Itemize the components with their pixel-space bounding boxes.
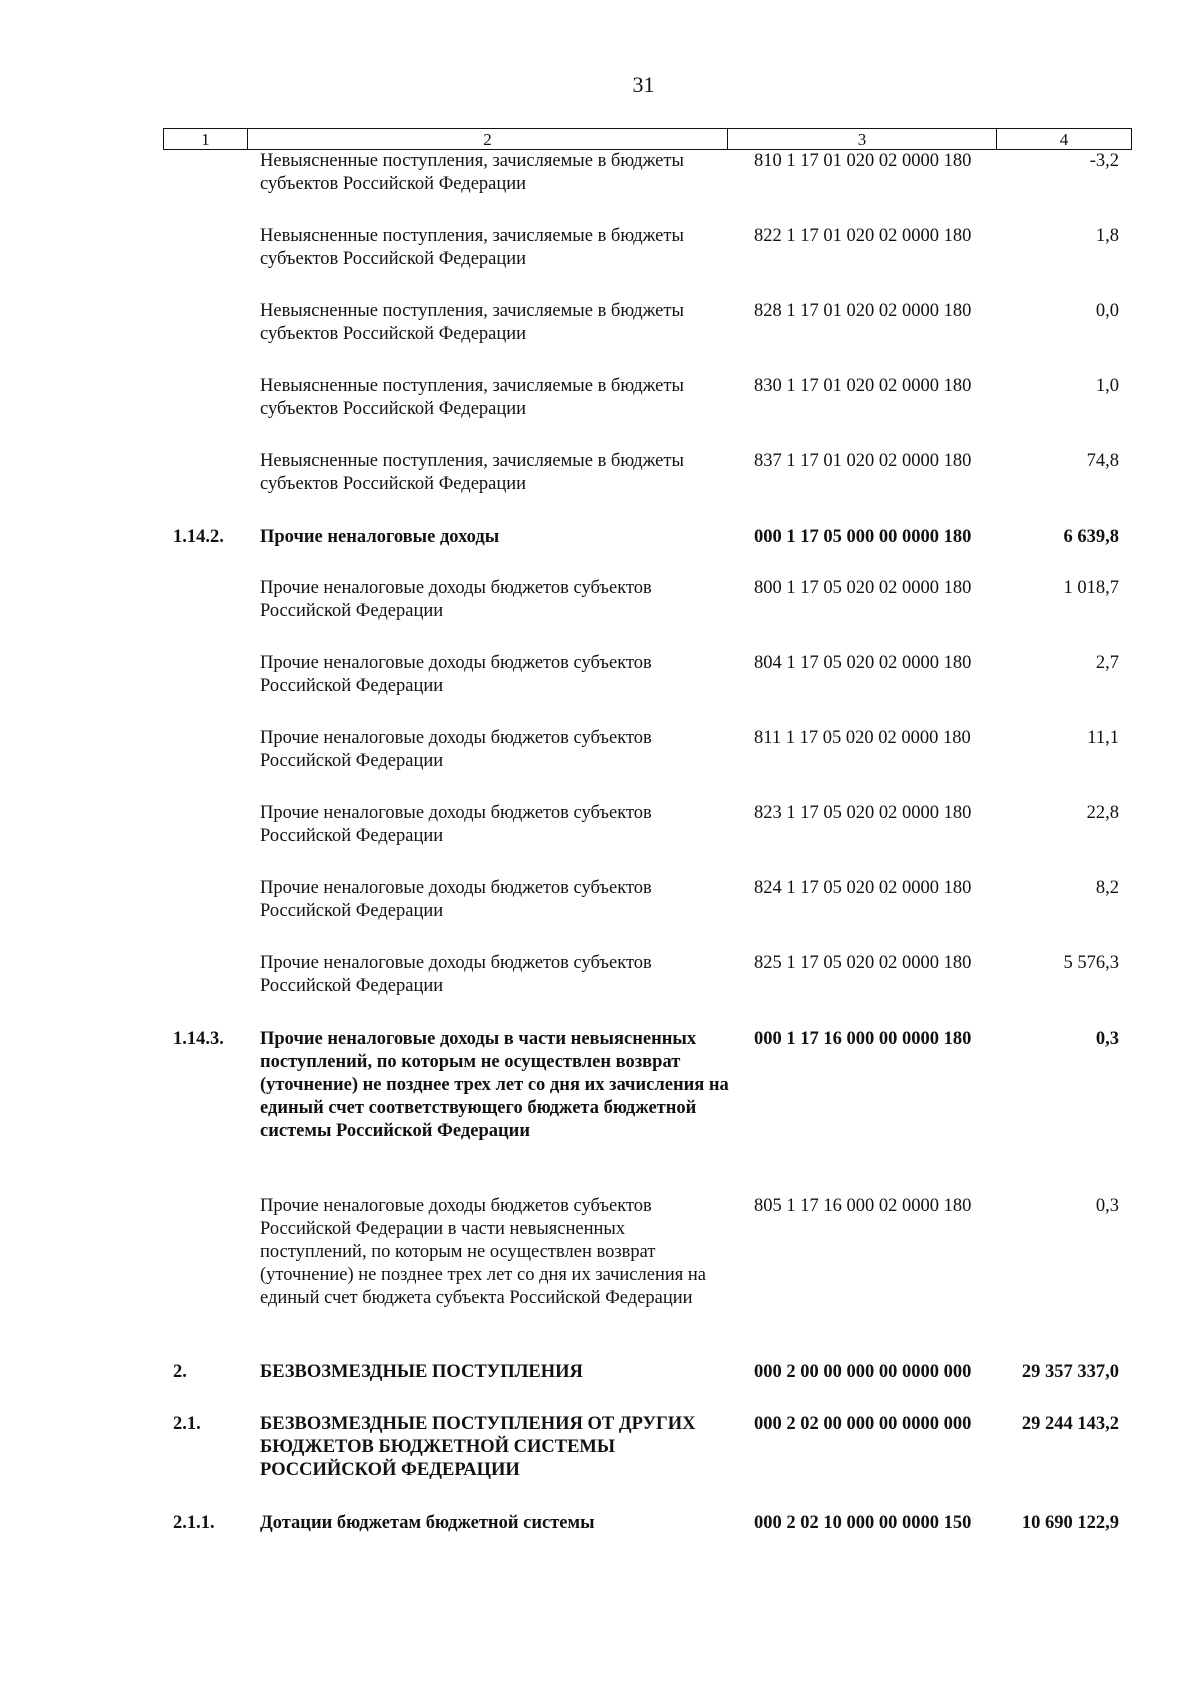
row-name: Прочие неналоговые доходы [260, 527, 500, 547]
row-code: 830 1 17 01 020 02 0000 180 [754, 376, 972, 396]
row-code: 828 1 17 01 020 02 0000 180 [754, 301, 972, 321]
row-value: 5 576,3 [1063, 953, 1119, 973]
row-value: 0,0 [1095, 301, 1119, 321]
column-number-3: 3 [728, 129, 997, 150]
row-code: 805 1 17 16 000 02 0000 180 [754, 1196, 972, 1216]
row-value: 1,0 [1095, 376, 1119, 396]
row-name: Прочие неналоговые доходы бюджетов субъектов Российской Федерации [260, 653, 652, 696]
row-value: 6 639,8 [1063, 527, 1119, 547]
row-number: 1.14.3. [173, 1029, 224, 1049]
row-value: 29 244 143,2 [1021, 1414, 1119, 1434]
row-value: 0,3 [1095, 1029, 1119, 1049]
row-name: Дотации бюджетам бюджетной системы [260, 1513, 595, 1533]
row-number: 2.1. [173, 1414, 201, 1434]
row-code: 804 1 17 05 020 02 0000 180 [754, 653, 972, 673]
row-code: 825 1 17 05 020 02 0000 180 [754, 953, 972, 973]
row-value: 8,2 [1095, 878, 1119, 898]
row-name: Прочие неналоговые доходы бюджетов субъектов Российской Федерации [260, 728, 652, 771]
row-code: 000 2 00 00 000 00 0000 000 [754, 1362, 972, 1382]
row-code: 823 1 17 05 020 02 0000 180 [754, 803, 972, 823]
row-value: 0,3 [1095, 1196, 1119, 1216]
row-code: 811 1 17 05 020 02 0000 180 [754, 728, 971, 748]
row-value: 74,8 [1086, 451, 1119, 471]
row-name: Прочие неналоговые доходы бюджетов субъектов Российской Федерации [260, 578, 652, 621]
row-name: Невыясненные поступления, зачисляемые в бюджеты субъектов Российской Федерации [260, 226, 684, 269]
page-number: 31 [632, 72, 655, 97]
row-name: Прочие неналоговые доходы бюджетов субъектов Российской Федерации [260, 878, 652, 921]
row-value: 1 018,7 [1063, 578, 1119, 598]
row-name: Прочие неналоговые доходы в части невыясненных поступлений, по которым не осуществлен возврат (уточнение) не позднее трех лет со дня их зачисления на единый счет соответствующего бюджета бюджетной системы Российской Федерации [260, 1029, 729, 1141]
row-value: 22,8 [1086, 803, 1119, 823]
row-name: Прочие неналоговые доходы бюджетов субъектов Российской Федерации [260, 803, 652, 846]
row-value: 2,7 [1095, 653, 1119, 673]
row-code: 000 2 02 10 000 00 0000 150 [754, 1513, 972, 1533]
column-number-2: 2 [248, 129, 728, 150]
row-name: Невыясненные поступления, зачисляемые в бюджеты субъектов Российской Федерации [260, 376, 684, 419]
row-name: Прочие неналоговые доходы бюджетов субъектов Российской Федерации [260, 953, 652, 996]
row-value: 11,1 [1087, 728, 1119, 748]
row-value: -3,2 [1089, 151, 1119, 171]
row-name: Невыясненные поступления, зачисляемые в бюджеты субъектов Российской Федерации [260, 451, 684, 494]
row-code: 822 1 17 01 020 02 0000 180 [754, 226, 972, 246]
row-name: Невыясненные поступления, зачисляемые в бюджеты субъектов Российской Федерации [260, 151, 684, 194]
row-code: 000 1 17 05 000 00 0000 180 [754, 527, 972, 547]
row-code: 837 1 17 01 020 02 0000 180 [754, 451, 972, 471]
table-header [163, 128, 1132, 150]
row-number: 1.14.2. [173, 527, 224, 547]
row-name: Прочие неналоговые доходы бюджетов субъектов Российской Федерации в части невыясненных поступлений, по которым не осуществлен возврат (уточнение) не позднее трех лет со дня их зачисления на единый счет бюджета субъекта Российской Федерации [260, 1196, 707, 1308]
row-code: 000 1 17 16 000 00 0000 180 [754, 1029, 972, 1049]
column-number-4: 4 [997, 129, 1132, 150]
row-code: 824 1 17 05 020 02 0000 180 [754, 878, 972, 898]
row-name: БЕЗВОЗМЕЗДНЫЕ ПОСТУПЛЕНИЯ [260, 1362, 583, 1382]
row-code: 000 2 02 00 000 00 0000 000 [754, 1414, 972, 1434]
row-value: 10 690 122,9 [1021, 1513, 1119, 1533]
row-name: Невыясненные поступления, зачисляемые в бюджеты субъектов Российской Федерации [260, 301, 684, 344]
row-number: 2. [173, 1362, 187, 1382]
row-value: 1,8 [1095, 226, 1119, 246]
row-code: 800 1 17 05 020 02 0000 180 [754, 578, 972, 598]
row-value: 29 357 337,0 [1021, 1362, 1119, 1382]
row-number: 2.1.1. [173, 1513, 215, 1533]
column-number-1: 1 [164, 129, 248, 150]
row-code: 810 1 17 01 020 02 0000 180 [754, 151, 972, 171]
row-name: БЕЗВОЗМЕЗДНЫЕ ПОСТУПЛЕНИЯ ОТ ДРУГИХ БЮДЖЕТОВ БЮДЖЕТНОЙ СИСТЕМЫ РОССИЙСКОЙ ФЕДЕРАЦИИ [260, 1414, 696, 1480]
